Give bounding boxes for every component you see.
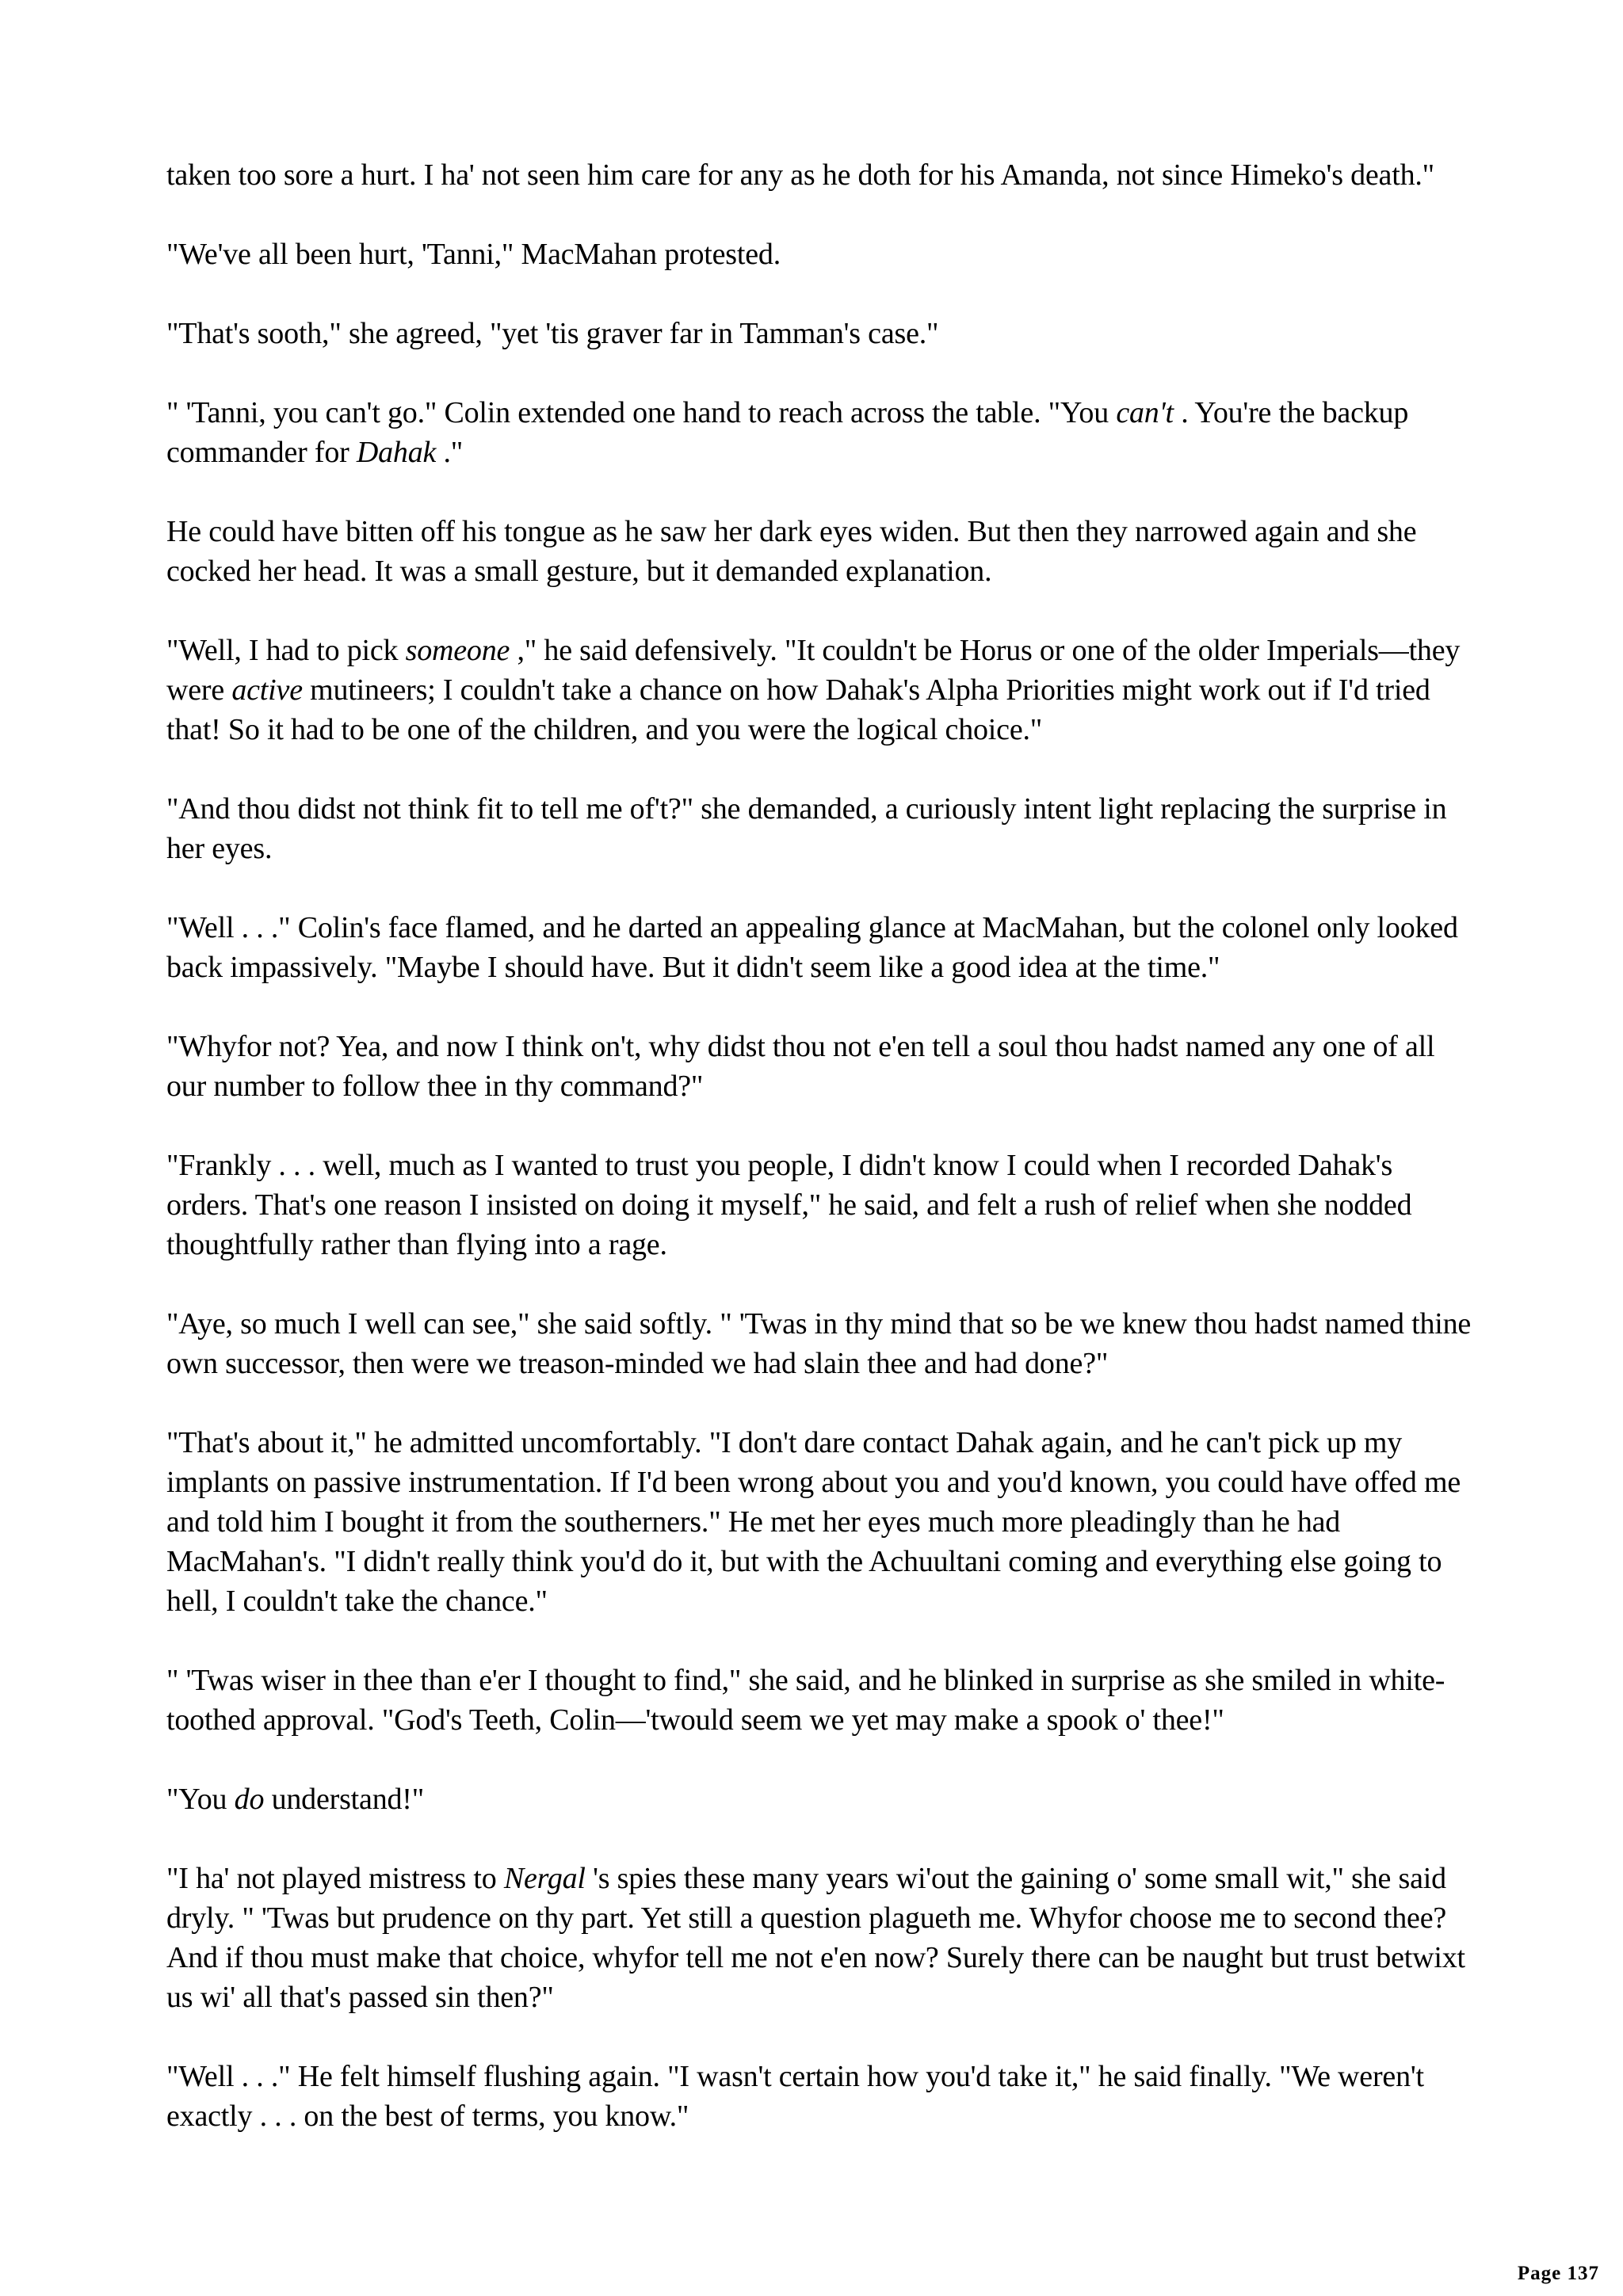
text-segment: "Well . . ." Colin's face flamed, and he darted an appealing glance at MacMahan, but the colonel only looked back impassively. "Maybe I should have. But it didn't seem like a good idea at the time." <box>166 911 1458 984</box>
paragraph <box>166 1779 1474 1819</box>
text-segment: "You <box>166 1783 235 1816</box>
text-segment: understand!" <box>264 1783 425 1816</box>
text-segment: "And thou didst not think fit to tell me of't?" she demanded, a curiously intent light replacing the surprise in her eyes. <box>166 792 1447 865</box>
text-segment: ." <box>436 436 464 469</box>
paragraph <box>166 512 1474 591</box>
text-segment: "That's sooth," she agreed, "yet 'tis graver far in Tamman's case." <box>166 317 939 350</box>
paragraph <box>166 908 1474 987</box>
text-segment: "We've all been hurt, 'Tanni," MacMahan protested. <box>166 238 781 271</box>
paragraph <box>166 2057 1474 2136</box>
italic-text: Nergal <box>503 1862 586 1895</box>
paragraph <box>166 155 1474 195</box>
paragraph <box>166 789 1474 868</box>
italic-text: someone <box>405 634 510 667</box>
paragraph <box>166 631 1474 749</box>
text-segment: "Frankly . . . well, much as I wanted to trust you people, I didn't know I could when I recorded Dahak's orders. That's one reason I insisted on doing it myself," he said, and felt a rush of relief when she nodded thoughtfully rather than flying into a rage. <box>166 1149 1412 1261</box>
paragraph <box>166 1027 1474 1106</box>
text-segment: " 'Twas wiser in thee than e'er I thought to find," she said, and he blinked in surprise as she smiled in white-toothed approval. "God's Teeth, Colin—'twould seem we yet may make a spook o' thee!" <box>166 1664 1445 1737</box>
text-segment: taken too sore a hurt. I ha' not seen him care for any as he doth for his Amanda, not since Himeko's death." <box>166 158 1434 192</box>
paragraph <box>166 1661 1474 1740</box>
text-segment: "Well, I had to pick <box>166 634 406 667</box>
text-segment: mutineers; I couldn't take a chance on how Dahak's Alpha Priorities might work out if I'd tried that! So it had to be one of the children, and you were the logical choice." <box>166 673 1430 746</box>
paragraph <box>166 1146 1474 1264</box>
text-segment: "Well . . ." He felt himself flushing again. "I wasn't certain how you'd take it," he said finally. "We weren't exactly . . . on the best of terms, you know." <box>166 2060 1424 2133</box>
text-segment: . You're the backup commander for <box>166 396 1409 469</box>
paragraph <box>166 1859 1474 2017</box>
page-number: Page 137 <box>1517 2263 1599 2284</box>
text-segment: "That's about it," he admitted uncomfortably. "I don't dare contact Dahak again, and he can't pick up my implants on passive instrumentation. If I'd been wrong about you and you'd known, you could have offed me and told him I bought it from the southerners." He met her eyes much more pleadingly than he had MacMahan's. "I didn't really think you'd do it, but with the Achuultani coming and everything else going to hell, I couldn't take the chance." <box>166 1426 1461 1618</box>
paragraph <box>166 1423 1474 1621</box>
text-segment: "Whyfor not? Yea, and now I think on't, why didst thou not e'en tell a soul thou hadst named any one of all our number to follow thee in thy command?" <box>166 1030 1435 1103</box>
text-segment: "Aye, so much I well can see," she said softly. " 'Twas in thy mind that so be we knew thou hadst named thine own successor, then were we treason-minded we had slain thee and had done?" <box>166 1307 1472 1380</box>
paragraph <box>166 314 1474 353</box>
paragraph <box>166 235 1474 274</box>
book-page-body <box>166 155 1474 2176</box>
paragraph <box>166 1304 1474 1383</box>
text-segment: He could have bitten off his tongue as he saw her dark eyes widen. But then they narrowed again and she cocked her head. It was a small gesture, but it demanded explanation. <box>166 515 1417 588</box>
text-segment: "I ha' not played mistress to <box>166 1862 504 1895</box>
italic-text: active <box>231 673 303 707</box>
text-segment: 's spies these many years wi'out the gaining o' some small wit," she said dryly. " 'Twas but prudence on thy part. Yet still a question plagueth me. Whyfor choose me to second thee? And if thou must make that choice, whyfor tell me not e'en now? Surely there can be naught but trust betwixt us wi' all that's passed sin then?" <box>166 1862 1465 2014</box>
italic-text: Dahak <box>356 436 437 469</box>
text-segment: ," he said defensively. "It couldn't be Horus or one of the older Imperials—they were <box>166 634 1461 707</box>
italic-text: can't <box>1116 396 1174 429</box>
italic-text: do <box>234 1783 265 1816</box>
paragraph <box>166 393 1474 472</box>
text-segment: " 'Tanni, you can't go." Colin extended one hand to reach across the table. "You <box>166 396 1117 429</box>
